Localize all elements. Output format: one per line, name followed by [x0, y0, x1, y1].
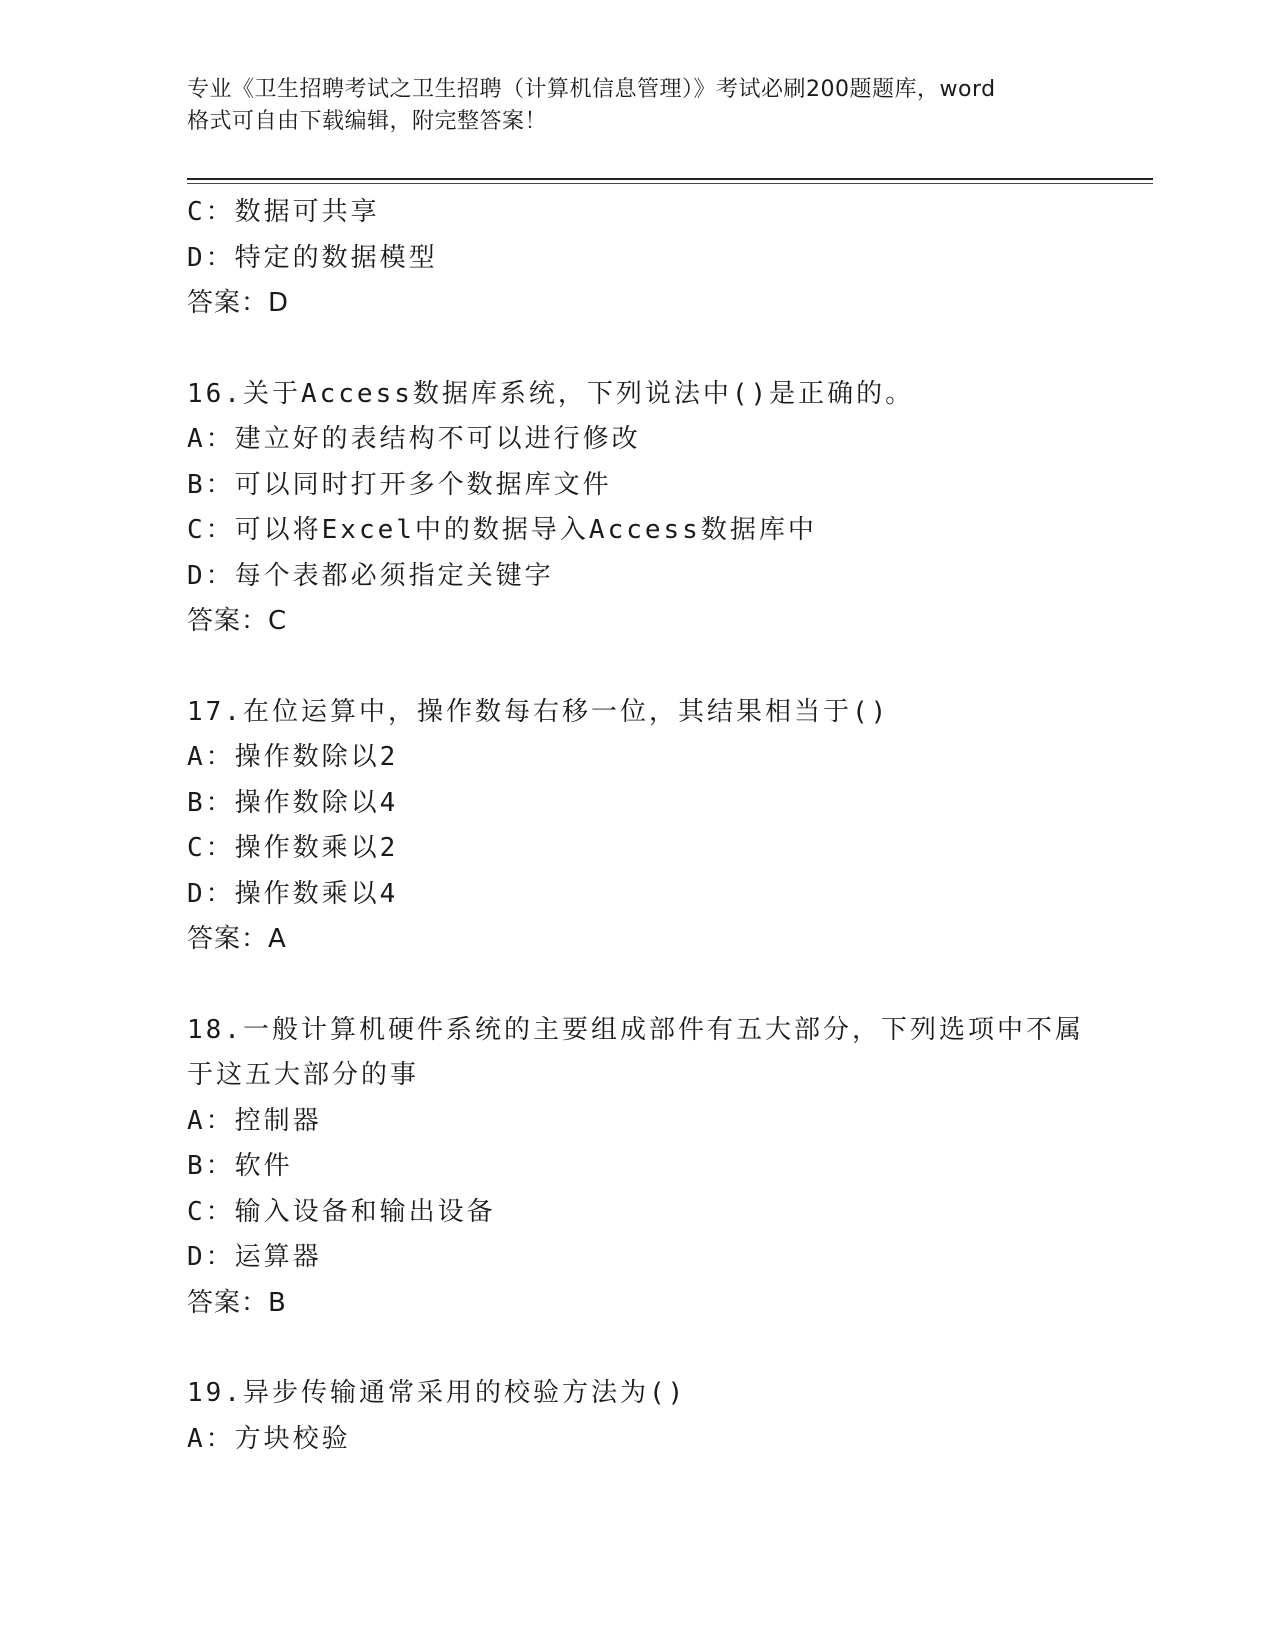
- option-a: A：建立好的表结构不可以进行修改: [187, 424, 641, 454]
- question-17-block: [187, 690, 1087, 963]
- option-a: A：控制器: [187, 1105, 322, 1136]
- question-16-block: [187, 372, 1087, 645]
- header-line-1: 专业《卫生招聘考试之卫生招聘（计算机信息管理）》考试必刷200题题库，word: [187, 77, 996, 102]
- question-15-block: [187, 190, 1087, 327]
- document-header: [187, 74, 1087, 138]
- question-text-line-2: 于这五大部分的事: [187, 1060, 420, 1090]
- question-text: 17.在位运算中，操作数每右移一位，其结果相当于(): [187, 696, 890, 727]
- question-text: 16.关于Access数据库系统，下列说法中()是正确的。: [187, 378, 915, 409]
- question-list: [187, 190, 1087, 1462]
- option-d: D：每个表都必须指定关键字: [187, 560, 554, 591]
- option-b: B：可以同时打开多个数据库文件: [187, 469, 612, 500]
- spacer: [187, 963, 1087, 1008]
- question-text-line-1: 18.一般计算机硬件系统的主要组成部件有五大部分，下列选项中不属: [187, 1014, 1084, 1045]
- header-divider-thin: [187, 183, 1153, 184]
- header-divider-thick: [187, 178, 1153, 180]
- option-b: B：操作数除以4: [187, 787, 399, 818]
- spacer: [187, 1326, 1087, 1371]
- answer: 答案：A: [187, 924, 287, 954]
- question-18-block: [187, 1008, 1087, 1327]
- answer: 答案：D: [187, 288, 290, 318]
- option-d: D：运算器: [187, 1242, 322, 1272]
- option-c: C：可以将Excel中的数据导入Access数据库中: [187, 515, 817, 545]
- option-c: C：操作数乘以2: [187, 833, 399, 863]
- spacer: [187, 645, 1087, 690]
- header-line-2: 格式可自由下载编辑，附完整答案！: [187, 109, 548, 134]
- option-b: B：软件: [187, 1151, 293, 1181]
- option-d: D：操作数乘以4: [187, 878, 399, 909]
- answer: 答案：B: [187, 1287, 287, 1318]
- answer: 答案：C: [187, 606, 288, 636]
- spacer: [187, 327, 1087, 372]
- option-c: C：数据可共享: [187, 197, 380, 227]
- option-a: A：操作数除以2: [187, 742, 399, 772]
- option-a: A：方块校验: [187, 1423, 351, 1454]
- question-text: 19.异步传输通常采用的校验方法为(): [187, 1378, 687, 1408]
- option-d: D：特定的数据模型: [187, 242, 438, 273]
- question-19-block: [187, 1371, 1087, 1462]
- option-c: C：输入设备和输出设备: [187, 1196, 496, 1227]
